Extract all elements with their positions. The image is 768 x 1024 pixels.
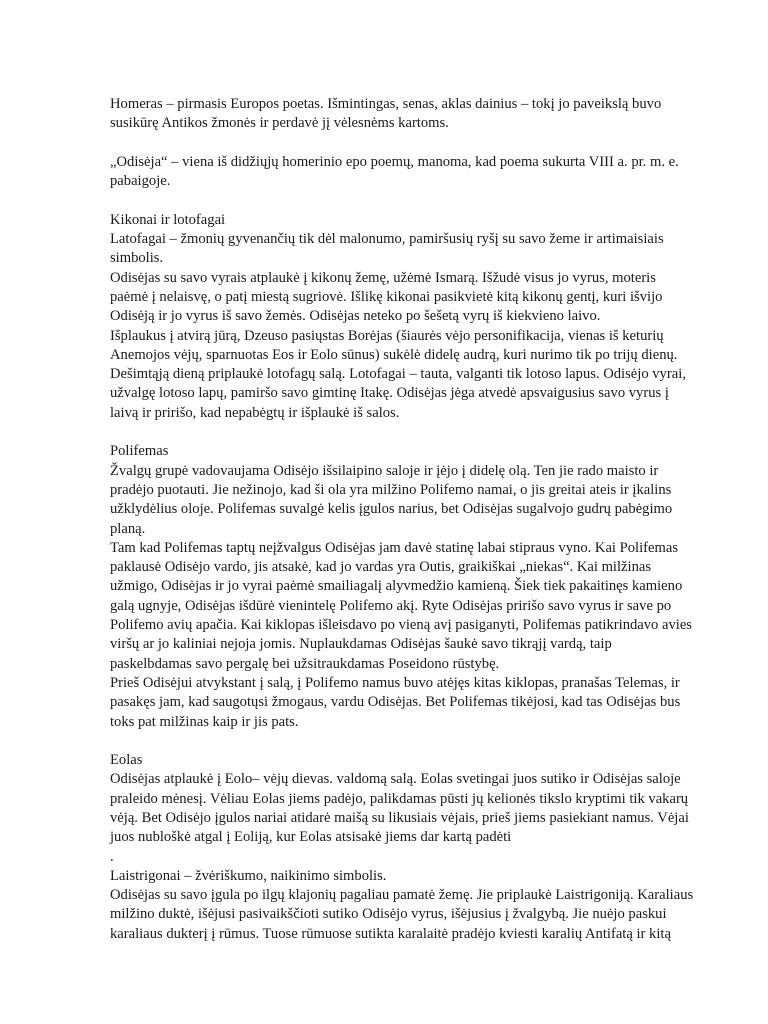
section-paragraph: Odisėjas atplaukė į Eolo– vėjų dievas. valdomą salą. Eolas svetingai juos sutiko ir Odisėjas saloje praleido mėnesį. Vėliau Eolas jiems padėjo, palikdamas pūsti jų kelionės tikslo kryptimi tik vakarų vėją. Bet Odisėjo įgulos nariai atidarė maišą su likusiais vėjais, prieš jiems pasiekiant namus. Vėjai juos nubloškė atgal į Eoliją, kur Eolas atsisakė jiems dar kartą padėti . [110,771,689,865]
document-page [110,95,730,944]
section-paragraph: Latofagai – žmonių gyvenančių tik dėl malonumo, pamiršusių ryšį su savo žeme ir artimaisiais simbolis. [110,231,664,267]
section-paragraph: Dešimtąją dieną priplaukė lotofagų salą. Lotofagai – tauta, valganti tik lotoso lapus. Odisėjo vyrai, užvalgę lotoso lapų, pamiršo savo gimtinę Itakę. Odisėjas jėga atvedė apsvaigusius savo vyrus į laivą ir pririšo, kad nepabėgtų ir išplaukė iš salos. [110,366,686,421]
intro-paragraph-1: Homeras – pirmasis Europos poetas. Išmintingas, senas, aklas dainius – tokį jo paveikslą buvo susikūrę Antikos žmonės ir perdavė jį vėlesnėms kartoms. [110,96,662,132]
section-paragraph: Odisėjas su savo įgula po ilgų klajonių pagaliau pamatė žemę. Jie priplaukė Laistrigoniją. Karaliaus milžino duktė, išėjusi pasivaikščioti sutiko Odisėjo vyrus, išėjusius į žvalgybą. Jie nuėjo paskui karaliaus dukterį į rūmus. Tuose rūmuose sutikta karalaitė pradėjo kviesti karalių Antifatą ir kitą [110,887,694,942]
spacer [110,423,730,442]
intro-paragraph-2: „Odisėja“ – viena iš didžiųjų homerinio epo poemų, manoma, kad poema sukurta VIII a. pr. m. e. pabaigoje. [110,153,679,190]
section-paragraph: Prieš Odisėjui atvykstant į salą, į Polifemo namus buvo atėjęs kitas kiklopas, pranašas Telemas, ir pasakęs jam, kad saugotųsi žmogaus, vardu Odisėjas. Bet Polifemas tikėjosi, kad tas Odisėjas bus toks pat milžinas kaip ir jis pats. [110,674,681,730]
section-paragraph: Išplaukus į atvirą jūrą, Dzeuso pasiųstas Borėjas (šiaurės vėjo personifikacija, vienas iš keturių Anemojos vėjų, sparnuotas Eos ir Eolo sūnus) sukėlė didelę audrą, kuri nurimo tik po trijų dienų. [110,327,678,363]
section-heading-eolas: Eolas [110,752,143,769]
section-heading-laistrigonai: Laistrigonai – žvėriškumo, naikinimo simbolis. [110,867,387,884]
spacer [110,134,730,153]
section-paragraph: Odisėjas su savo vyrais atplaukė į kikonų žemę, užėmė Ismarą. Išžudė visus jo vyrus, moteris paėmė į nelaisvę, o patį miestą sugriovė. Išlikę kikonai pasikvietė kitą kikonų gentį, kuri išvijo Odisėją ir jo vyrus iš savo žemės. Odisėjas neteko po šešetą vyrų iš kiekvieno laivo. [110,269,663,325]
spacer [110,191,730,210]
spacer [110,732,730,751]
section-paragraph: Žvalgų grupė vadovaujama Odisėjo išsilaipino saloje ir įėjo į didelę olą. Ten jie rado maisto ir pradėjo puotauti. Jie nežinojo, kad ši ola yra milžino Polifemo namai, o jis greitai ateis ir įkalins užklydėlius oloje. Polifemas suvalgė kelis įgulos narius, bet Odisėjas sugalvojo gudrų pabėgimo planą. [110,462,673,537]
section-paragraph: Tam kad Polifemas taptų neįžvalgus Odisėjas jam davė statinę labai stipraus vyno. Kai Polifemas paklausė Odisėjo vardo, jis atsakė, kad jo vardas yra Outis, graikiškai „niekas“. Kai milžinas užmigo, Odisėjas ir jo vyrai paėmė smailiagalį alyvmedžio kamieną. Šiek tiek pakaitinęs kamieno galą ugnyje, Odisėjas išdūrė vienintelę Polifemo akį. Ryte Odisėjas pririšo savo vyrus ir save po Polifemo avių apačia. Kai kiklopas išleisdavo po vieną avį pasiganyti, Polifemas patikrindavo avies viršų ar jo kaliniai nejoja jomis. Nuplaukdamas Odisėjas šaukė savo tikrąjį vardą, taip paskelbdamas savo pergalę bei užsitraukdamas Poseidono rūstybę. [110,539,692,672]
section-heading-polifemas: Polifemas [110,443,169,460]
section-heading-kikonai: Kikonai ir lotofagai [110,211,226,228]
